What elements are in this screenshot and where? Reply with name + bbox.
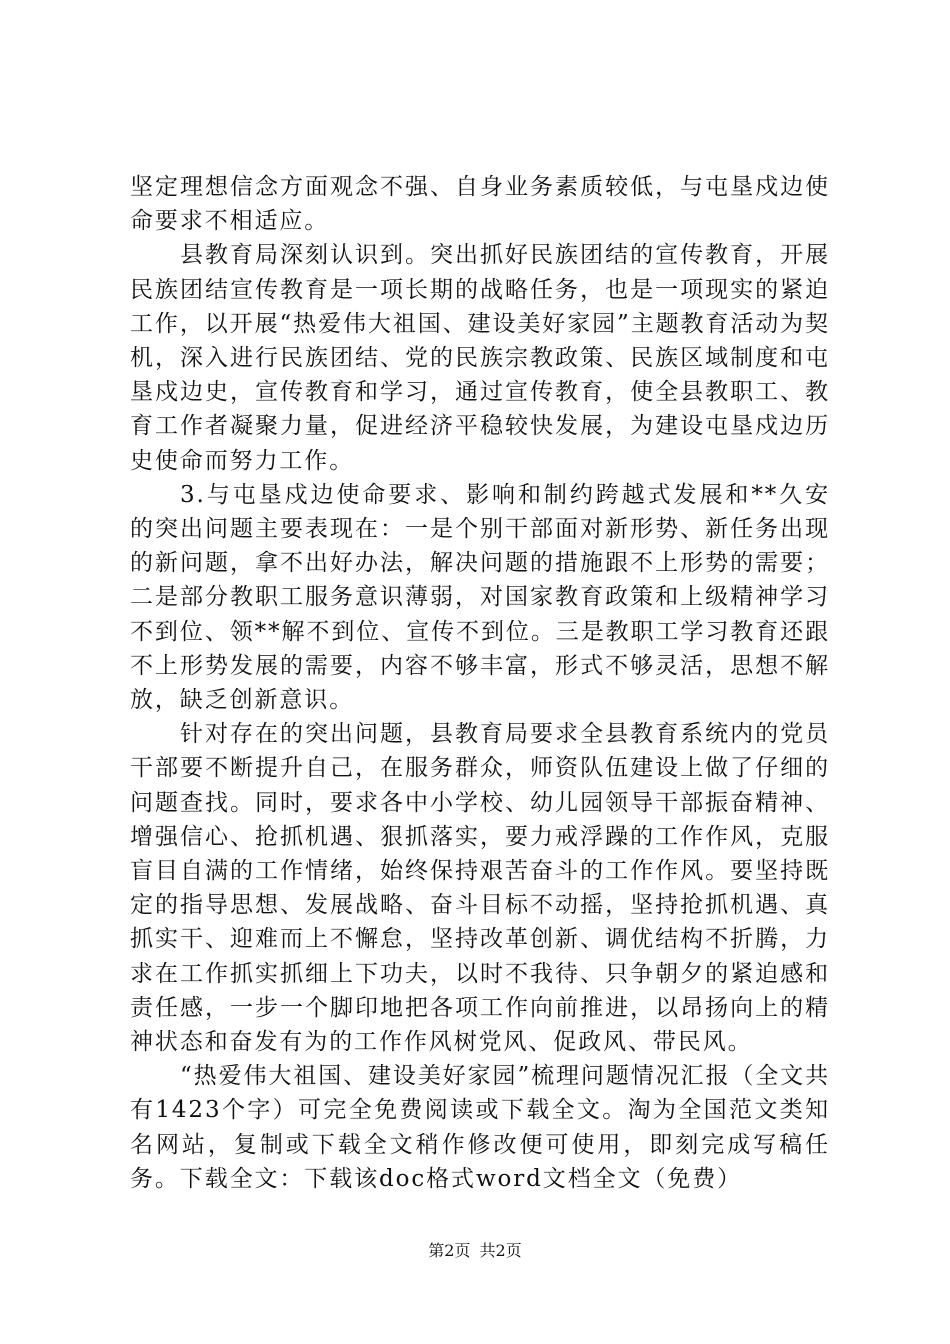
paragraph-problems: 3.与屯垦戍边使命要求、影响和制约跨越式发展和**久安的突出问题主要表现在：一是个别干部面对新形势、新任务出现的新问题，拿不出好办法，解决问题的措施跟不上形势的需要；二是部分教职工服务意识薄弱，对国家教育政策和上级精神学习不到位、领**解不到位、宣传不到位。三是教职工学习教育还跟不上形势发展的需要，内容不够丰富，形式不够灵活，思想不解放，缺乏创新意识。: [130, 481, 830, 714]
page-footer: [0, 1241, 950, 1261]
paragraph-continuation: 坚定理想信念方面观念不强、自身业务素质较低，与屯垦戍边使命要求不相适应。: [130, 174, 830, 235]
paragraph-download-notice: “热爱伟大祖国、建设美好家园”梳理问题情况汇报（全文共有1423个字）可完全免费阅读或下载全文。淘为全国范文类知名网站，复制或下载全文稍作修改便可使用，即刻完成写稿任务。下载全文：下载该doc格式word文档全文（免费）: [130, 1063, 830, 1192]
document-body: [130, 170, 830, 1196]
page-number-current: 第2页: [428, 1241, 471, 1260]
page-number-total: 共2页: [479, 1241, 522, 1260]
paragraph-measures: 针对存在的突出问题，县教育局要求全县教育系统内的党员干部要不断提升自己，在服务群众，师资队伍建设上做了仔细的问题查找。同时，要求各中小学校、幼儿园领导干部振奋精神、增强信心、抢抓机遇、狠抓落实，要力戒浮躁的工作作风，克服盲目自满的工作情绪，始终保持艰苦奋斗的工作作风。要坚持既定的指导思想、发展战略、奋斗目标不动摇，坚持抢抓机遇、真抓实干、迎难而上不懈怠，坚持改革创新、调优结构不折腾，力求在工作抓实抓细上下功夫，以时不我待、只争朝夕的紧迫感和责任感，一步一个脚印地把各项工作向前推进，以昂扬向上的精神状态和奋发有为的工作作风树党风、促政风、带民风。: [130, 721, 830, 1056]
paragraph-awareness: 县教育局深刻认识到。突出抓好民族团结的宣传教育，开展民族团结宣传教育是一项长期的战略任务，也是一项现实的紧迫工作，以开展“热爱伟大祖国、建设美好家园”主题教育活动为契机，深入进行民族团结、党的民族宗教政策、民族区域制度和屯垦戍边史，宣传教育和学习，通过宣传教育，使全县教职工、教育工作者凝聚力量，促进经济平稳较快发展，为建设屯垦戍边历史使命而努力工作。: [130, 242, 830, 474]
